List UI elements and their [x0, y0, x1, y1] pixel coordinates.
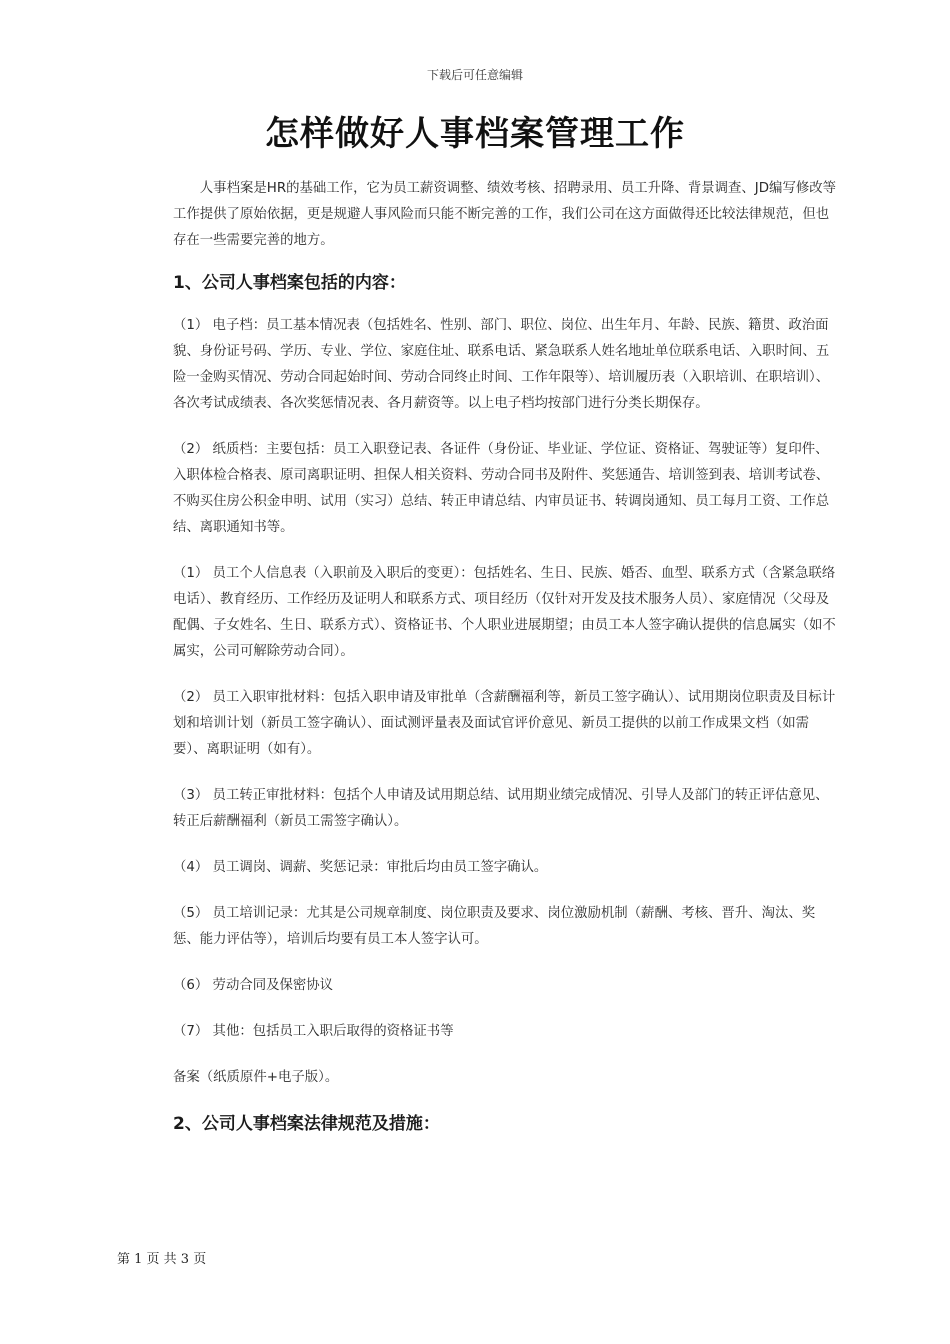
list-item: （5） 员工培训记录：尤其是公司规章制度、岗位职责及要求、岗位激励机制（薪酬、考核、晋升、淘汰、奖惩、能力评估等），培训后均要有员工本人签字认可。: [173, 906, 816, 947]
list-item: （1） 员工个人信息表（入职前及入职后的变更）：包括姓名、生日、民族、婚否、血型、联系方式（含紧急联络电话）、教育经历、工作经历及证明人和联系方式、项目经历（仅针对开发及技术服务人员）、家庭情况（父母及配偶、子女姓名、生日、联系方式）、资格证书、个人职业进展期望；由员工本人签字确认提供的信息属实（如不属实，公司可解除劳动合同）。: [173, 566, 836, 659]
document-body: [173, 176, 840, 1154]
list-item: （3） 员工转正审批材料：包括个人申请及试用期总结、试用期业绩完成情况、引导人及部门的转正评估意见、转正后薪酬福利（新员工需签字确认）。: [173, 788, 829, 829]
list-item: （2） 员工入职审批材料：包括入职申请及审批单（含薪酬福利等，新员工签字确认）、试用期岗位职责及目标计划和培训计划（新员工签字确认）、面试测评量表及面试官评价意见、新员工提供的以前工作成果文档（如需要）、离职证明（如有）。: [173, 690, 836, 757]
section-2-heading: 2、公司人事档案法律规范及措施：: [173, 1114, 440, 1134]
list-item: （6） 劳动合同及保密协议: [173, 978, 334, 993]
list-item: （7） 其他：包括员工入职后取得的资格证书等: [173, 1024, 454, 1039]
list-item: （1） 电子档：员工基本情况表（包括姓名、性别、部门、职位、岗位、出生年月、年龄、民族、籍贯、政治面貌、身份证号码、学历、专业、学位、家庭住址、联系电话、紧急联系人姓名地址单位联系电话、入职时间、五险一金购买情况、劳动合同起始时间、劳动合同终止时间、工作年限等）、培训履历表（入职培训、在职培训）、各次考试成绩表、各次奖惩情况表、各月薪资等。以上电子档均按部门进行分类长期保存。: [173, 318, 830, 411]
header-note: 下载后可任意编辑: [426, 68, 523, 82]
list-item: （4） 员工调岗、调薪、奖惩记录：审批后均由员工签字确认。: [173, 860, 548, 875]
list-item: （2） 纸质档：主要包括：员工入职登记表、各证件（身份证、毕业证、学位证、资格证、驾驶证等）复印件、入职体检合格表、原司离职证明、担保人相关资料、劳动合同书及附件、奖惩通告、培训签到表、培训考试卷、不购买住房公积金申明、试用（实习）总结、转正申请总结、内审员证书、转调岗通知、员工每月工资、工作总结、离职通知书等。: [173, 442, 830, 535]
list-item: 备案（纸质原件+电子版）。: [173, 1070, 339, 1085]
intro-paragraph: 人事档案是HR的基础工作，它为员工薪资调整、绩效考核、招聘录用、员工升降、背景调查、JD编写修改等工作提供了原始依据，更是规避人事风险而只能不断完善的工作，我们公司在这方面做得还比较法律规范，但也存在一些需要完善的地方。: [173, 181, 837, 248]
section-1-heading: 1、公司人事档案包括的内容：: [173, 273, 406, 293]
page-footer: 第 1 页 共 3 页: [117, 1252, 207, 1267]
document-title: 怎样做好人事档案管理工作: [265, 114, 685, 154]
